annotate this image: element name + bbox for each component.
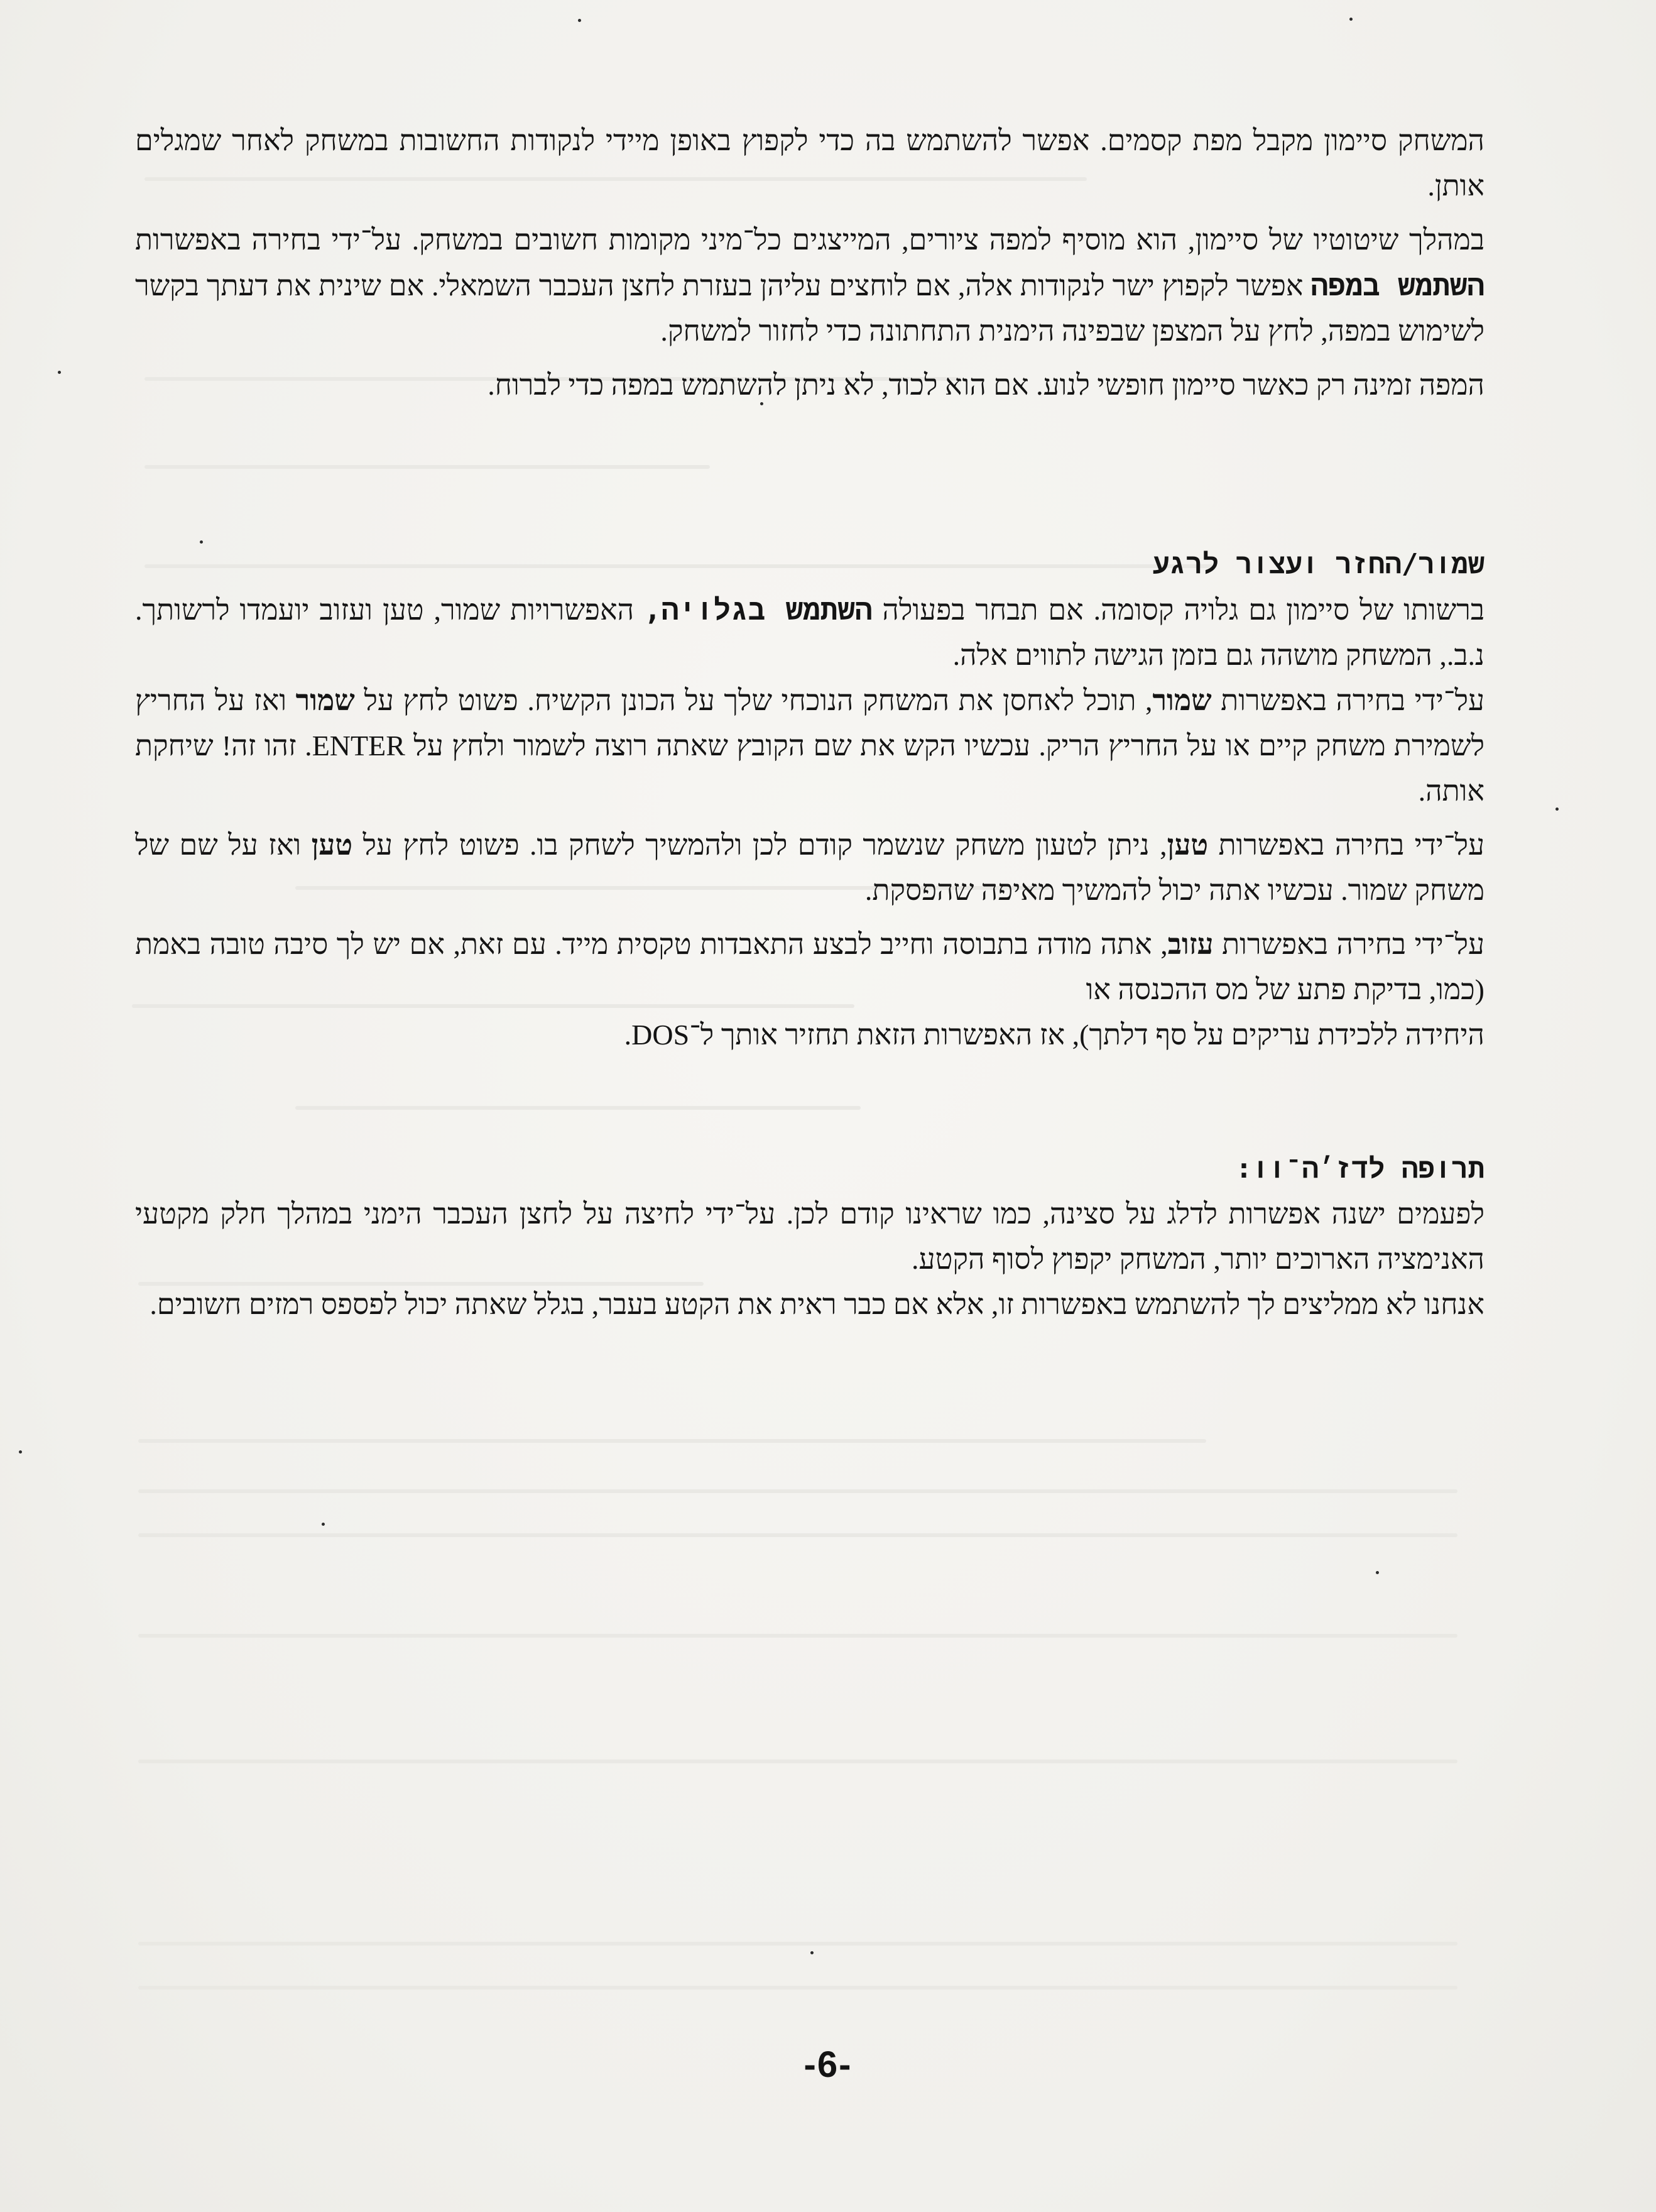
quit-text: על־ידי בחירה באפשרות [1213, 928, 1485, 960]
map-section [135, 118, 1484, 408]
save-section-heading: שמור/החזר ועצור לרגע [1152, 548, 1484, 580]
postcard-text: ברשותו של סיימון גם גלויה קסומה. אם תבחר בפעולה [872, 594, 1485, 626]
save-text: ואז על החריץ לשמירת משחק קיים או על החריץ הריק. עכשיו הקש את שם הקובץ שאתה רוצה לשמור ולחץ על ENTER. זהו זה! שיחקת אותה. [135, 684, 1484, 807]
quit-paragraph-end: היחידה ללכידת עריקים על סף דלתך), אז האפשרות הזאת תחזיר אותך ל־DOS. [624, 1019, 1484, 1051]
bleed-through-line [295, 1106, 861, 1110]
map-intro-paragraph: המשחק סיימון מקבל מפת קסמים. אפשר להשתמש בה כדי לקפוץ באופן מיידי לנקודות החשובות במשחק לאחר שמגלים אותן. [135, 124, 1484, 202]
bleed-through-line [138, 1942, 1457, 1946]
use-postcard-option: השתמש בגלויה, [644, 593, 873, 627]
scan-speck [810, 1951, 814, 1954]
scan-speck [322, 1523, 325, 1526]
scan-speck [19, 1450, 22, 1454]
skip-section-heading: תרופה לדז׳ה־וו: [1235, 1153, 1484, 1185]
postcard-text: האפשרויות שמור, טען ועזוב יועמדו לרשותך. נ.ב., המשחק מושהה גם בזמן הגישה לתווים אלה. [135, 594, 1484, 671]
save-text: על־ידי בחירה באפשרות [1211, 684, 1484, 716]
load-text: על־ידי בחירה באפשרות [1208, 829, 1484, 861]
map-availability-paragraph: המפה זמינה רק כאשר סיימון חופשי לנוע. אם הוא לכוד, לא ניתן להשתמש במפה כדי לברוח. [488, 369, 1484, 401]
page-number: -6- [803, 2044, 853, 2085]
save-option: שמור [295, 684, 355, 716]
quit-option: עזוב [1167, 928, 1214, 960]
bleed-through-line [138, 1489, 1457, 1493]
load-paragraph [135, 823, 1484, 913]
quit-text: , אתה מודה בתבוסה וחייב לבצע התאבדות טקסית מייד. עם זאת, אם יש לך סיבה טובה באמת (כמו, בדיקת פתע של מס ההכנסה או [135, 928, 1484, 1005]
scan-speck [58, 371, 61, 374]
scan-speck [1376, 1571, 1379, 1574]
bleed-through-line [138, 1986, 1457, 1990]
quit-paragraph [135, 922, 1484, 1012]
save-text: , תוכל לאחסן את המשחק הנוכחי שלך על הכונן הקשיח. פשוט לחץ על [354, 684, 1153, 716]
bleed-through-line [138, 1439, 1206, 1443]
skip-section [135, 1146, 1484, 1327]
map-usage-text: במהלך שיטוטיו של סיימון, הוא מוסיף למפה ציורים, המייצגים כל־מיני מקומות חשובים במשחק. על־ידי בחירה באפשרות [135, 224, 1484, 256]
save-section [135, 542, 1484, 1058]
bleed-through-line [144, 465, 710, 469]
scan-speck [578, 19, 581, 22]
load-option: טען [1167, 829, 1209, 861]
load-text: , ניתן לטעון משחק שנשמר קודם לכן ולהמשיך לשחק בו. פשוט לחץ על [352, 829, 1167, 861]
use-map-option: השתמש במפה [1310, 268, 1485, 302]
scan-speck [1349, 18, 1353, 21]
bleed-through-line [138, 1760, 1457, 1763]
load-option: טען [311, 829, 353, 861]
map-usage-text: אפשר לקפוץ ישר לנקודות אלה, אם לוחצים עליהן בעזרת לחצן העכבר השמאלי. אם שינית את דעתך בקשר לשימוש במפה, לחץ על המצפן שבפינה הימנית התחתונה כדי לחזור למשחק. [135, 270, 1484, 347]
skip-advice-paragraph: אנחנו לא ממליצים לך להשתמש באפשרות זו, אלא אם כבר ראית את הקטע בעבר, בגלל שאתה יכול לפספס רמזים חשובים. [150, 1288, 1484, 1320]
save-option: שמור [1152, 684, 1212, 716]
save-paragraph [135, 678, 1484, 814]
skip-scene-paragraph: לפעמים ישנה אפשרות לדלג על סצינה, כמו שראינו קודם לכן. על־ידי לחיצה על לחצן העכבר הימני במהלך חלק מקטעי האנימציה הארוכים יותר, המשחק יקפוץ לסוף הקטע. [135, 1198, 1484, 1275]
scan-speck [1555, 808, 1559, 811]
bleed-through-line [138, 1533, 1457, 1537]
postcard-paragraph [135, 587, 1484, 678]
bleed-through-line [138, 1634, 1457, 1638]
map-usage-paragraph [135, 217, 1484, 354]
load-text: ואז על שם של משחק שמור. עכשיו אתה יכול להמשיך מאיפה שהפסקת. [135, 829, 1484, 906]
